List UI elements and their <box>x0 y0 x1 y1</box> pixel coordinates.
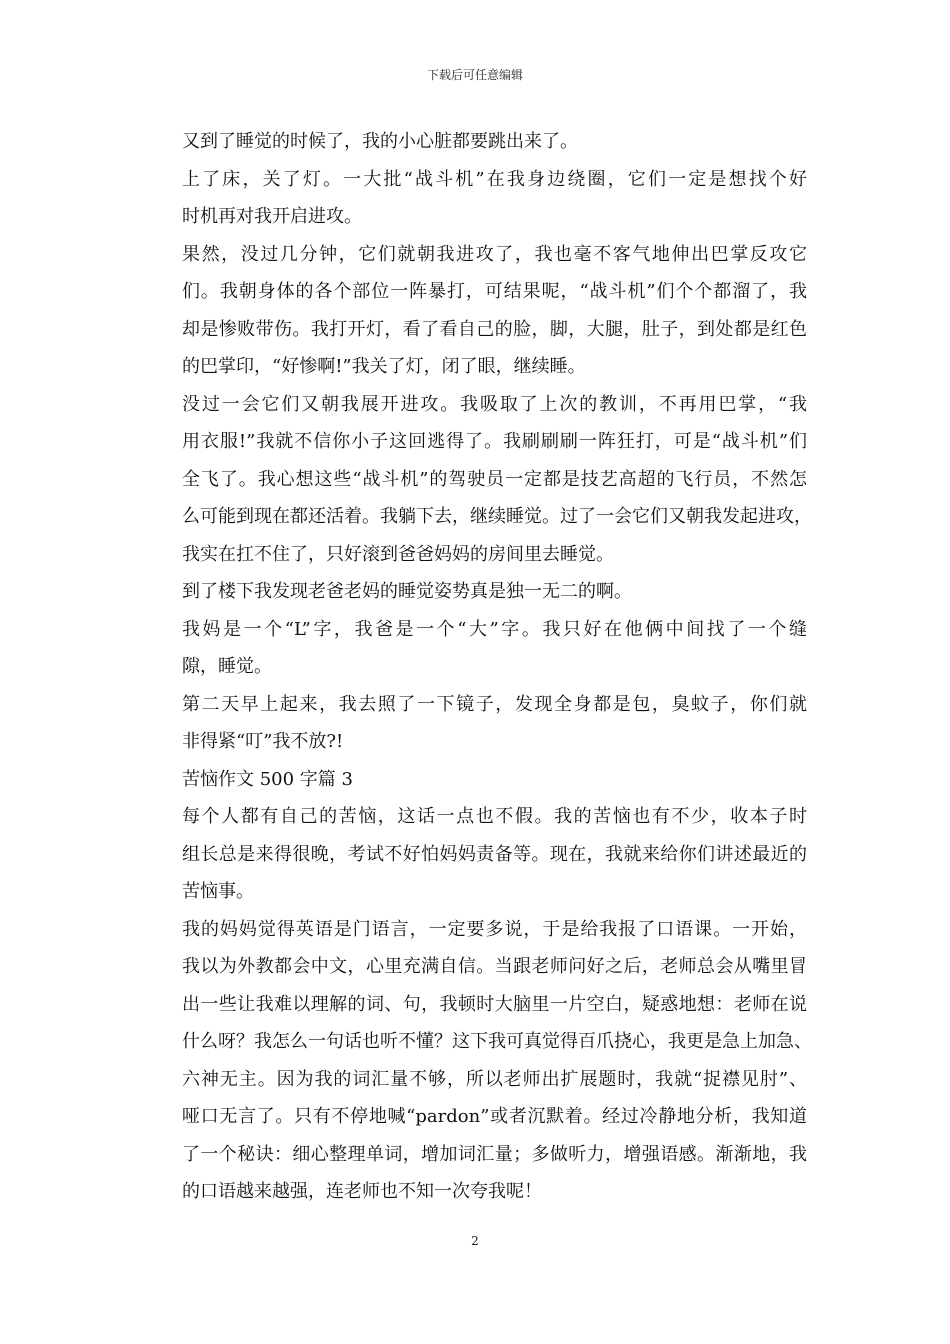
text-line: 的巴掌印，“好惨啊!”我关了灯，闭了眼，继续睡。 <box>182 356 586 377</box>
text-line: 时机再对我开启进攻。 <box>182 206 362 227</box>
paragraph <box>145 686 807 761</box>
paragraph <box>145 161 807 236</box>
text-line: 出一些让我难以理解的词、句，我顿时大脑里一片空白，疑惑地想：老师在说 <box>182 993 807 1015</box>
page-number: 2 <box>471 1234 479 1248</box>
paragraph <box>145 573 807 611</box>
text-line: 苦恼事。 <box>182 881 254 902</box>
paragraph <box>145 911 812 1211</box>
text-line: 又到了睡觉的时候了，我的小心脏都要跳出来了。 <box>182 131 578 152</box>
text-line: 六神无主。因为我的词汇量不够，所以老师出扩展题时，我就“捉襟见肘”、 <box>182 1068 807 1090</box>
text-line: 组长总是来得很晚，考试不好怕妈妈责备等。现在，我就来给你们讲述最近的 <box>182 843 807 865</box>
paragraph <box>145 123 807 161</box>
text-line: 每个人都有自己的苦恼，这话一点也不假。我的苦恼也有不少，收本子时 <box>182 806 807 827</box>
paragraph <box>145 386 812 574</box>
text-line: 我妈是一个“L”字，我爸是一个“大”字。我只好在他俩中间找了一个缝 <box>182 618 807 640</box>
text-line: 我的妈妈觉得英语是门语言，一定要多说，于是给我报了口语课。一开始， <box>182 918 807 940</box>
text-line: 果然，没过几分钟，它们就朝我进攻了，我也毫不客气地伸出巴掌反攻它 <box>182 243 807 265</box>
text-line: 没过一会它们又朝我展开进攻。我吸取了上次的教训，不再用巴掌，“我 <box>182 393 807 415</box>
text-line: 了一个秘诀：细心整理单词，增加词汇量；多做听力，增强语感。渐渐地，我 <box>182 1143 807 1165</box>
text-line: 用衣服!”我就不信你小子这回逃得了。我刷刷刷一阵狂打，可是“战斗机”们 <box>182 431 807 452</box>
text-line: 的口语越来越强，连老师也不知一次夸我呢！ <box>182 1181 542 1202</box>
text-line: 们。我朝身体的各个部位一阵暴打，可结果呢，“战斗机”们个个都溜了，我 <box>182 281 807 302</box>
text-line: 隙，睡觉。 <box>182 656 272 677</box>
text-line: 哑口无言了。只有不停地喊“pardon”或者沉默着。经过冷静地分析，我知道 <box>182 1106 807 1127</box>
paragraph <box>145 798 807 911</box>
text-line: 什么呀？我怎么一句话也听不懂？这下我可真觉得百爪挠心，我更是急上加急、 <box>182 1031 812 1052</box>
text-line: 上了床，关了灯。一大批“战斗机”在我身边绕圈，它们一定是想找个好 <box>182 168 807 190</box>
text-line: 第二天早上起来，我去照了一下镜子，发现全身都是包，臭蚊子，你们就 <box>182 693 807 715</box>
text-line: 我实在扛不住了，只好滚到爸爸妈妈的房间里去睡觉。 <box>182 543 614 565</box>
page-header: 下载后可任意编辑 <box>426 68 523 82</box>
text-line: 苦恼作文 500 字篇 3 <box>182 768 353 790</box>
text-line: 非得紧“叮”我不放?! <box>182 731 344 752</box>
text-line: 我以为外教都会中文，心里充满自信。当跟老师问好之后，老师总会从嘴里冒 <box>182 956 807 977</box>
text-line: 到了楼下我发现老爸老妈的睡觉姿势真是独一无二的啊。 <box>182 581 632 602</box>
paragraph <box>145 611 807 686</box>
paragraph <box>145 236 807 386</box>
text-line: 却是惨败带伤。我打开灯，看了看自己的脸，脚，大腿，肚子，到处都是红色 <box>182 318 807 340</box>
paragraph <box>145 761 807 799</box>
text-line: 全飞了。我心想这些“战斗机”的驾驶员一定都是技艺高超的飞行员，不然怎 <box>182 468 807 490</box>
document-body <box>145 123 812 1211</box>
text-line: 么可能到现在都还活着。我躺下去，继续睡觉。过了一会它们又朝我发起进攻， <box>182 506 812 527</box>
